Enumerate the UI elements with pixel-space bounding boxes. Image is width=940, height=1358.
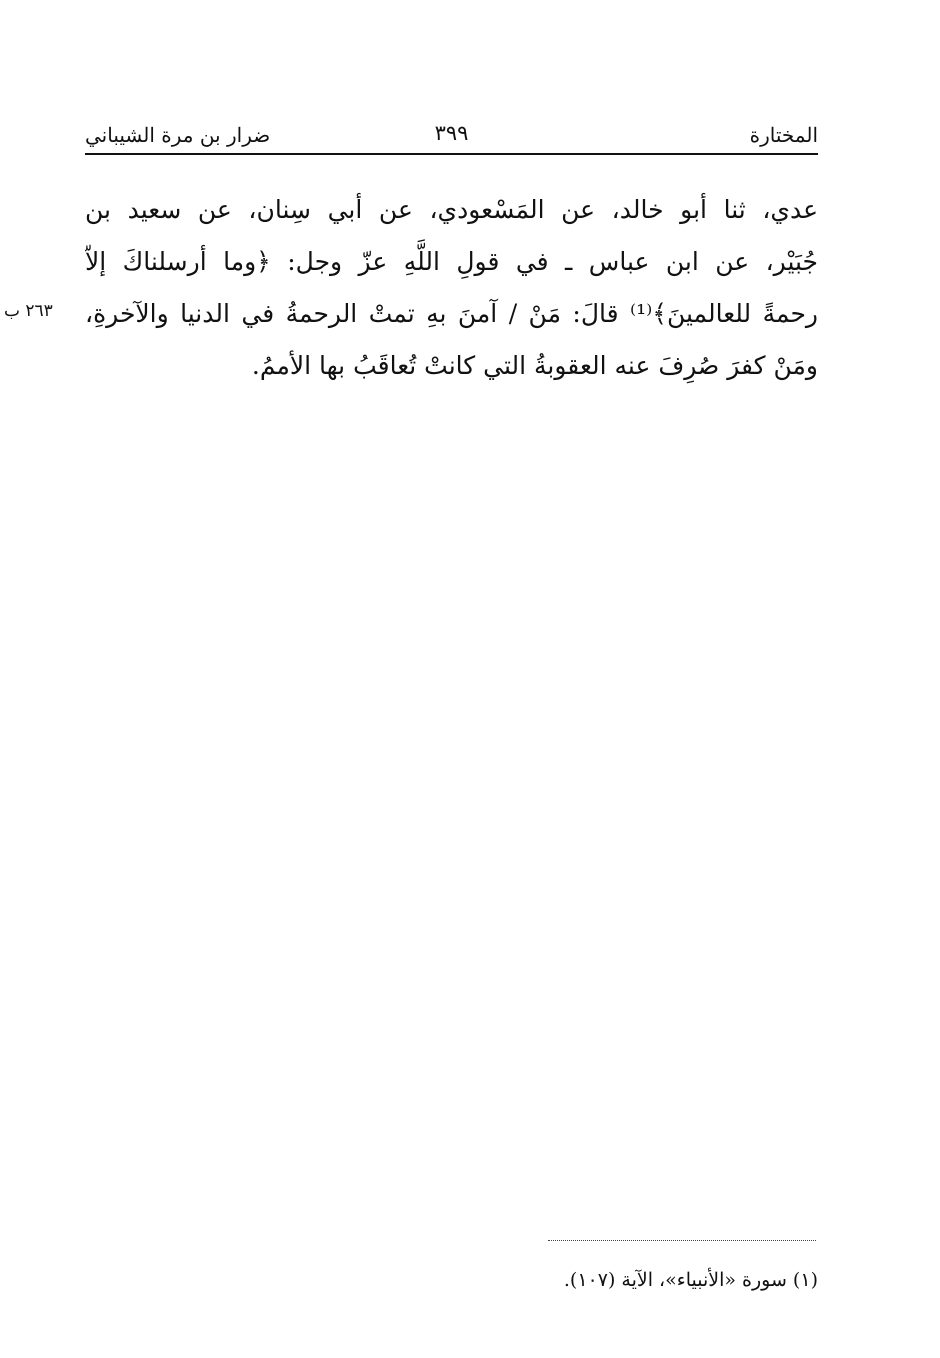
running-header [85, 118, 818, 152]
page-number: ٣٩٩ [434, 121, 469, 145]
body-line-1: عدي، ثنا أبو خالد، عن المَسْعودي، عن أبي سِنان، عن سعيد بن [85, 195, 818, 224]
body-text [85, 184, 818, 392]
body-line-3: رحمةً للعالمينَ﴾⁽¹⁾ قالَ: مَنْ / آمنَ بهِ تمتْ الرحمةُ في الدنيا والآخرةِ، [85, 299, 818, 328]
body-line-4: ومَنْ كفرَ صُرِفَ عنه العقوبةُ التي كانتْ تُعاقَبُ بها الأممُ. [251, 351, 818, 380]
header-rule [85, 153, 818, 155]
footnote-separator [548, 1240, 816, 1241]
footnote: (١) سورة «الأنبياء»، الآية (١٠٧). [563, 1269, 818, 1291]
header-chapter-title: ضرار بن مرة الشيباني [85, 123, 271, 147]
header-book-title: المختارة [749, 123, 818, 147]
body-line-2: جُبَيْر، عن ابن عباس ـ في قولِ اللَّهِ عزّ وجل: ﴿وما أرسلناكَ إلاّ [85, 247, 818, 276]
folio-margin-note: ٢٦٣ ب [4, 301, 53, 321]
